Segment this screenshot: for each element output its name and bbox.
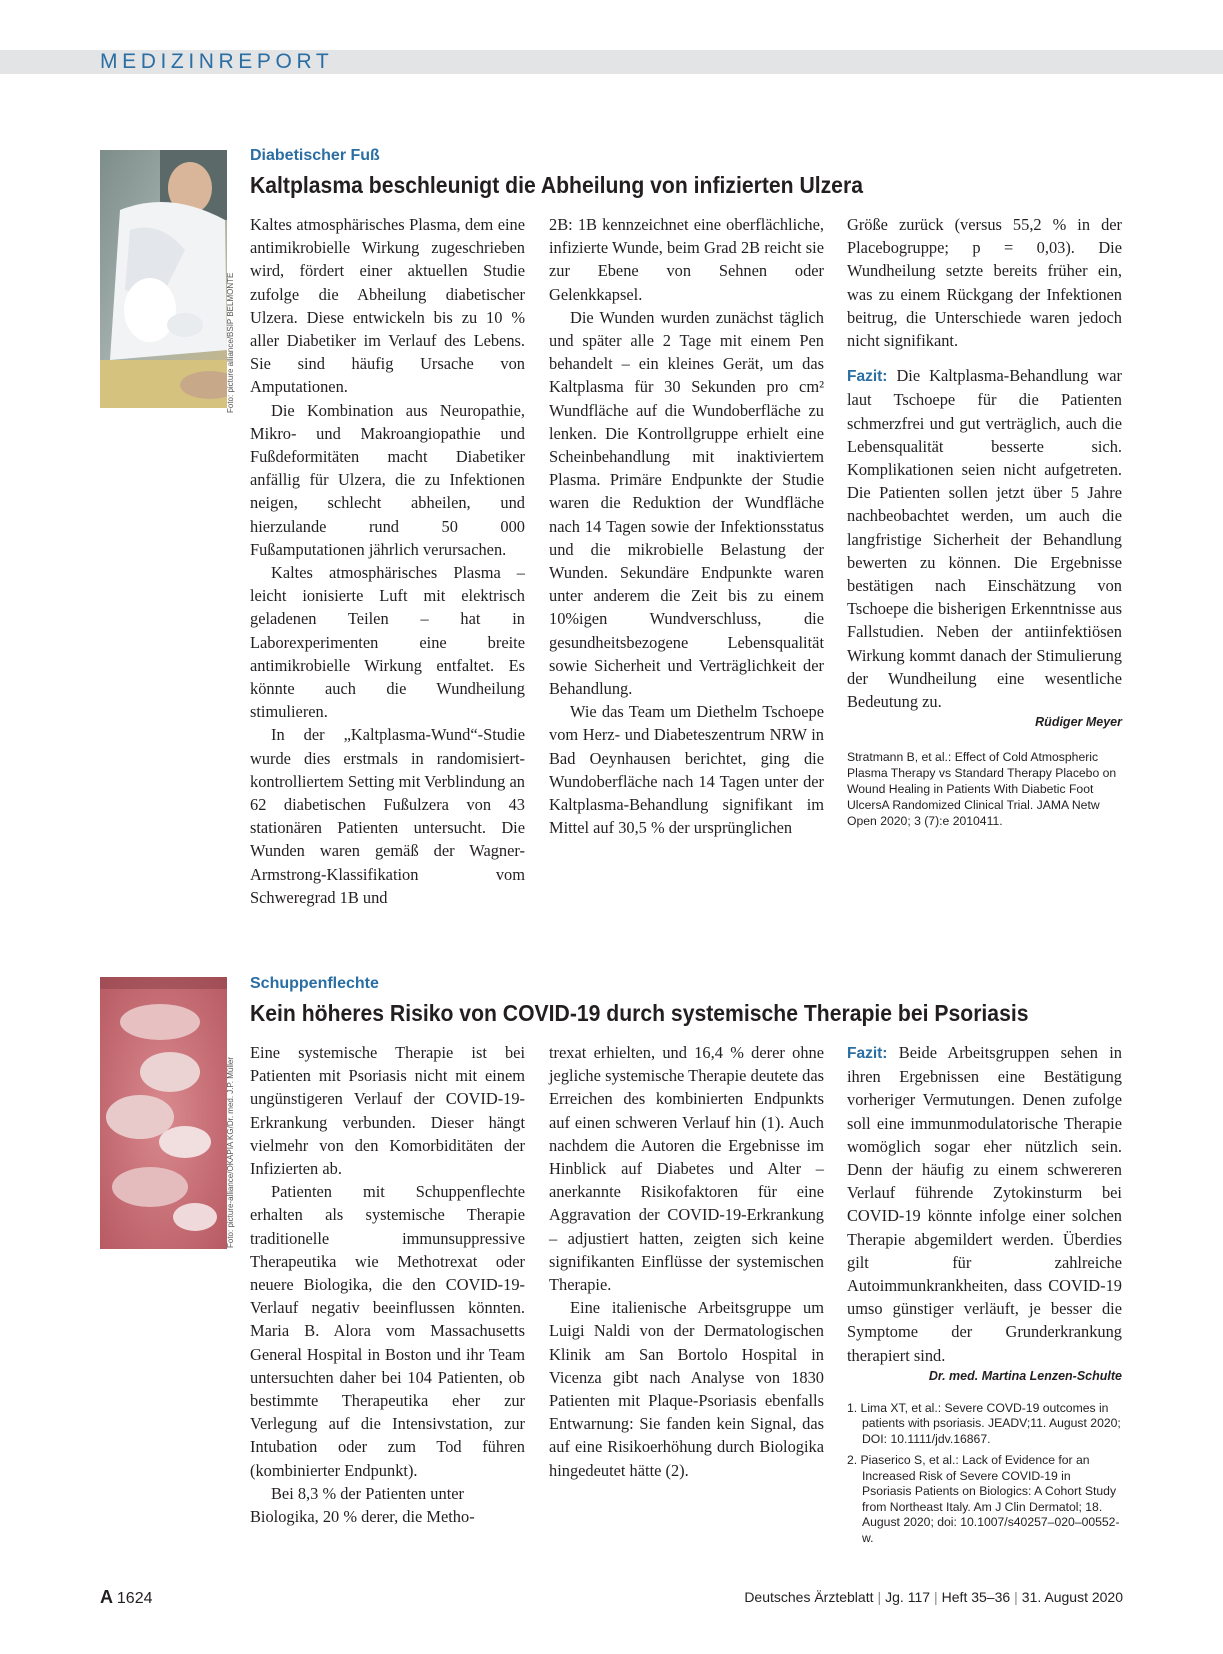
article2-photo-credit: Foto: picture-alliance/OKAPIA KG/Dr. med. J.P. Müller <box>226 1056 235 1248</box>
article1-reference: Stratmann B, et al.: Effect of Cold Atmospheric Plasma Therapy vs Standard Therapy Placebo on Wound Healing in Patients With Diabetic Foot UlcersA Randomized Clinical Trial. JAMA Netw Open 2020; 3 (7):e 2010411. <box>847 750 1117 829</box>
article1-paragraph: Größe zurück (versus 55,2 % in der Placebogruppe; p = 0,03). Die Wundheilung setzte bereits früher ein, was zu einem Rückgang der Infektionen beitrug, die Unterschiede waren jedoch nicht signifikant. <box>847 215 1122 351</box>
article2-fazit <box>847 1041 1122 1367</box>
article2-kicker: Schuppenflechte <box>250 975 379 992</box>
article1-author: Rüdiger Meyer <box>1035 715 1122 730</box>
fazit-label: Fazit: <box>847 368 888 386</box>
article1-paragraph: 2B: 1B kennzeichnet eine oberflächliche, infizierte Wunde, beim Grad 2B reicht sie zur Ebene von Sehnen oder Gelenkkapsel. <box>549 215 824 304</box>
article2-paragraph: Eine systemische Therapie ist bei Patienten mit Psoriasis nicht mit einem ungünstigeren Verlauf der COVID-19-Erkrankung verbunden. Dieser hängt vielmehr von den Komorbiditäten der Infizierten ab. <box>250 1043 525 1179</box>
fazit-text: Die Kaltplasma-Behandlung war laut Tschoepe für die Patienten schmerzfrei und gut verträglich, auch die Lebensqualität besserte sich. Komplikationen seien nicht aufgetreten. Die Patienten sollen jetzt über 5 Jahre nachbeobachtet werden, um auch die langfristige Sicherheit der Behandlung bewerten zu können. Die Ergebnisse bestätigen nach Einschätzung von Tschoepe die bisherigen Erkenntnisse aus Fallstudien. Neben der antiinfektiösen Wirkung kommt danach der Stimulierung der Wundheilung eine wesentliche Bedeutung zu. <box>847 366 1122 712</box>
section-label: MEDIZINREPORT <box>100 50 334 73</box>
article2-photo <box>100 977 227 1249</box>
article2-column-3 <box>847 1041 1122 1552</box>
article1-paragraph: Die Kombination aus Neuropathie, Mikro- und Makroangiopathie und Fußdeformitäten macht Diabetiker anfällig für Ulzera, die zu Infektionen neigen, schlecht abheilen, und hierzulande rund 50 000 Fußamputationen jährlich verursachen. <box>250 400 525 559</box>
page-footer <box>100 1586 1123 1608</box>
fazit-text: Beide Arbeitsgruppen sehen in ihren Ergebnissen eine Bestätigung vorheriger Vermutungen. Denen zufolge soll eine immunmodulatorische Therapie womöglich sogar eher nützlich sein. Denn der häufig zu einem schwereren Verlauf führende Zytokinsturm bei COVID-19 könnte infolge einer solchen Therapie abgemildert werden. Überdies gilt für zahlreiche Autoimmunkrankheiten, dass COVID-19 umso günstiger verläuft, je besser die Symptome der Grunderkrankung therapiert sind. <box>847 1043 1122 1365</box>
journal-issue: Heft 35–36 <box>941 1589 1011 1605</box>
article1-paragraph: In der „Kaltplasma-Wund“-Studie wurde dies erstmals in randomisiert-kontrolliertem Setting mit Verblindung an 62 diabetischen Fußulzera von 43 stationären Patienten untersucht. Die Wunden waren gemäß der Wagner-Armstrong-Klassifikation vom Schweregrad 1B und <box>250 725 525 907</box>
article1-paragraph: Kaltes atmosphärisches Plasma – leicht ionisierte Luft mit elektrisch geladenen Teilen – hat in Laborexperimenten eine breite antimikrobielle Wirkung entfaltet. Es könnte auch die Wundheilung stimulieren. <box>250 563 525 722</box>
article2-paragraph: Bei 8,3 % der Patienten unter Biologika, 20 % derer, die Metho- <box>250 1483 475 1527</box>
clinician-treating-foot-image <box>100 150 227 408</box>
article2-paragraph: Eine italienische Arbeitsgruppe um Luigi Naldi von der Dermatologischen Klinik am San Bortolo Hospital in Vicenza gibt nach Analyse von 1830 Patienten mit Plaque-Psoriasis ebenfalls Entwarnung: Sie fanden kein Signal, das auf eine Risikoerhöhung durch Biologika hingedeutet hätte (2). <box>549 1298 824 1480</box>
fazit-label: Fazit: <box>847 1045 888 1062</box>
article1-fazit <box>847 364 1122 713</box>
article2-paragraph: trexat erhielten, und 16,4 % derer ohne jegliche systemische Therapie deutete das Erreichen des kombinierten Endpunkts auf einen schweren Verlauf hin (1). Auch nachdem die Autoren die Ergebnisse im Hinblick auf Diabetes und Alter – anerkannte Risikofaktoren für eine Aggravation der COVID-19-Erkrankung – adjustiert hatten, zeigten sich keine signifikanten Einflüsse der systemischen Therapie. <box>549 1043 824 1295</box>
article1-kicker: Diabetischer Fuß <box>250 147 380 164</box>
article2-references <box>847 1401 1122 1547</box>
article1-headline: Kaltplasma beschleunigt die Abheilung von infizierten Ulzera <box>250 172 863 198</box>
article1-paragraph: Kaltes atmosphärisches Plasma, dem eine antimikrobielle Wirkung zugeschrieben wird, fördert einer aktuellen Studie zufolge die Abheilung diabetischer Ulzera. Diese entwickeln bis zu 10 % aller Diabetiker im Verlauf des Lebens. Sie sind häufig Ursache von Amputationen. <box>250 215 525 397</box>
article1-paragraph: Wie das Team um Diethelm Tschoepe vom Herz- und Diabeteszentrum NRW in Bad Oeynhausen berichtet, ging die Wundoberfläche nach 14 Tagen unter der Kaltplasma-Behandlung signifikant im Mittel auf 30,5 % der ursprünglichen <box>549 702 824 838</box>
psoriasis-skin-image <box>100 977 227 1249</box>
article1-photo-credit: Foto: picture alliance/BSIP BELMONTE <box>226 272 235 413</box>
article1-paragraph: Die Wunden wurden zunächst täglich und später alle 2 Tage mit einem Pen behandelt – ein kleines Gerät, um das Kaltplasma für 30 Sekunden pro cm² Wundfläche auf die Wundoberfläche zu lenken. Die Kontrollgruppe erhielt eine Scheinbehandlung mit inaktiviertem Plasma. Primäre Endpunkte der Studie waren die Reduktion der Wundfläche nach 14 Tagen sowie der Infektionsstatus und die mikrobielle Belastung der Wunden. Sekundäre Endpunkte waren unter anderem die Zeit bis zu einem 10%igen Wundverschluss, die gesundheitsbezogene Lebensqualität sowie Sicherheit und Verträglichkeit der Behandlung. <box>549 307 824 699</box>
article1-column-2 <box>549 213 824 839</box>
journal-date: 31. August 2020 <box>1021 1589 1123 1605</box>
article2-column-2 <box>549 1041 824 1482</box>
article2-headline: Kein höheres Risiko von COVID-19 durch systemische Therapie bei Psoriasis <box>250 1000 1029 1026</box>
article2-author: Dr. med. Martina Lenzen-Schulte <box>928 1368 1122 1383</box>
journal-name: Deutsches Ärzteblatt <box>744 1589 874 1605</box>
article1-column-3 <box>847 213 1122 829</box>
reference-item: 1. Lima XT, et al.: Severe COVD-19 outcomes in patients with psoriasis. JEADV;11. August 2020; DOI: 10.1111/jdv.16867. <box>847 1400 1121 1446</box>
page-number: 1624 <box>116 1590 153 1607</box>
article2-column-1 <box>250 1041 525 1528</box>
page-letter: A <box>100 1587 113 1607</box>
reference-item: 2. Piaserico S, et al.: Lack of Evidence for an Increased Risk of Severe COVID-19 in Psoriasis Patients on Biologics: A Cohort Study from Northeast Italy. Am J Clin Dermatol; 18. August 2020; doi: 10.1007/s40257–020–00552-w. <box>847 1453 1120 1545</box>
journal-volume: Jg. 117 <box>885 1589 931 1605</box>
journal-info: Deutsches Ärzteblatt | Jg. 117 | Heft 35–36 | 31. August 2020 <box>744 1589 1123 1605</box>
article1-column-1 <box>250 213 525 909</box>
article1-photo <box>100 150 227 408</box>
article2-paragraph: Patienten mit Schuppenflechte erhalten als systemische Therapie traditionelle immunsuppressive Therapeutika wie Methotrexat oder neuere Biologika, die den COVID-19-Verlauf negativ beeinflussen könnten. Maria B. Alora vom Massachusetts General Hospital in Boston und ihr Team untersuchten daher bei 104 Patienten, ob bestimmte Therapeutika eher zur Verlegung auf die Intensivstation, zur Intubation oder zum Tod führen (kombinierter Endpunkt). <box>250 1182 525 1480</box>
